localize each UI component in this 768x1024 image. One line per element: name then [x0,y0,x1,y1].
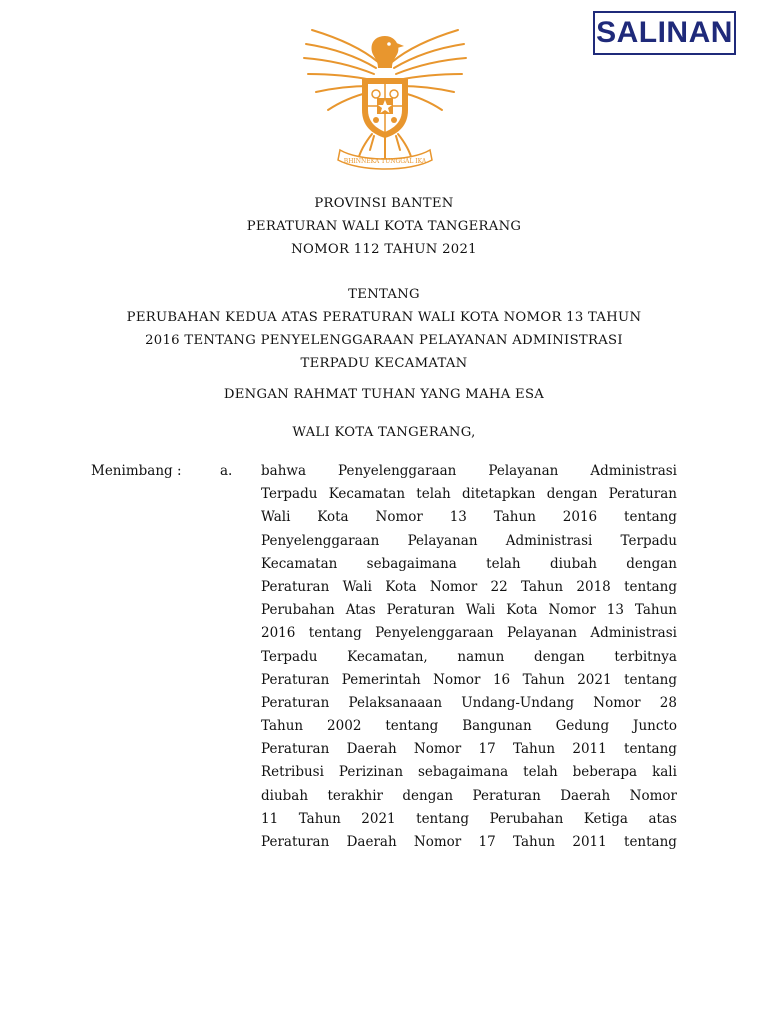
subject-line: 2016 TENTANG PENYELENGGARAAN PELAYANAN ADMINISTRASI [145,333,623,348]
motto-text: BHINNEKA TUNGGAL IKA [343,158,427,165]
paragraph-line: Peraturan Pemerintah Nomor 16 Tahun 2021 tentang [261,671,677,688]
paragraph-line: diubah terakhir dengan Peraturan Daerah Nomor [261,787,677,804]
considering-item-letter: a. [220,463,233,479]
considering-paragraph [261,460,677,854]
regulation-number: NOMOR 112 TAHUN 2021 [291,242,477,257]
paragraph-line: Penyelenggaraan Pelayanan Administrasi Terpadu [261,532,677,549]
salinan-stamp: SALINAN [593,11,736,55]
garuda-emblem-icon [290,22,480,182]
paragraph-line: Peraturan Daerah Nomor 17 Tahun 2011 tentang [261,741,677,758]
paragraph-line: Kecamatan sebagaimana telah diubah dengan [261,555,677,572]
subject-line: TERPADU KECAMATAN [300,356,468,371]
paragraph-line: Wali Kota Nomor 13 Tahun 2016 tentang [261,509,677,526]
paragraph-line: Peraturan Daerah Nomor 17 Tahun 2011 tentang [261,834,677,850]
paragraph-line: Terpadu Kecamatan telah ditetapkan dengan Peraturan [261,486,677,503]
paragraph-line: Peraturan Pelaksanaaan Undang-Undang Nomor 28 [261,694,677,711]
authority-line: WALI KOTA TANGERANG, [292,425,476,440]
paragraph-line: Perubahan Atas Peraturan Wali Kota Nomor 13 Tahun [261,602,677,619]
paragraph-line: Peraturan Wali Kota Nomor 22 Tahun 2018 tentang [261,578,677,595]
paragraph-line: Terpadu Kecamatan, namun dengan terbitnya [261,648,677,665]
considering-label: Menimbang : [91,463,182,479]
paragraph-line: Tahun 2002 tentang Bangunan Gedung Juncto [261,718,677,735]
about-label: TENTANG [348,287,420,302]
paragraph-line: 11 Tahun 2021 tentang Perubahan Ketiga atas [261,810,677,827]
paragraph-line: bahwa Penyelenggaraan Pelayanan Administrasi [261,463,677,479]
subject-line: PERUBAHAN KEDUA ATAS PERATURAN WALI KOTA NOMOR 13 TAHUN [126,310,642,325]
blessing-line: DENGAN RAHMAT TUHAN YANG MAHA ESA [223,387,545,402]
paragraph-line: 2016 tentang Penyelenggaraan Pelayanan Administrasi [261,625,677,642]
province-name: PROVINSI BANTEN [314,196,454,211]
document-header [0,192,768,375]
regulation-title: PERATURAN WALI KOTA TANGERANG [246,219,522,234]
paragraph-line: Retribusi Perizinan sebagaimana telah beberapa kali [261,764,677,781]
